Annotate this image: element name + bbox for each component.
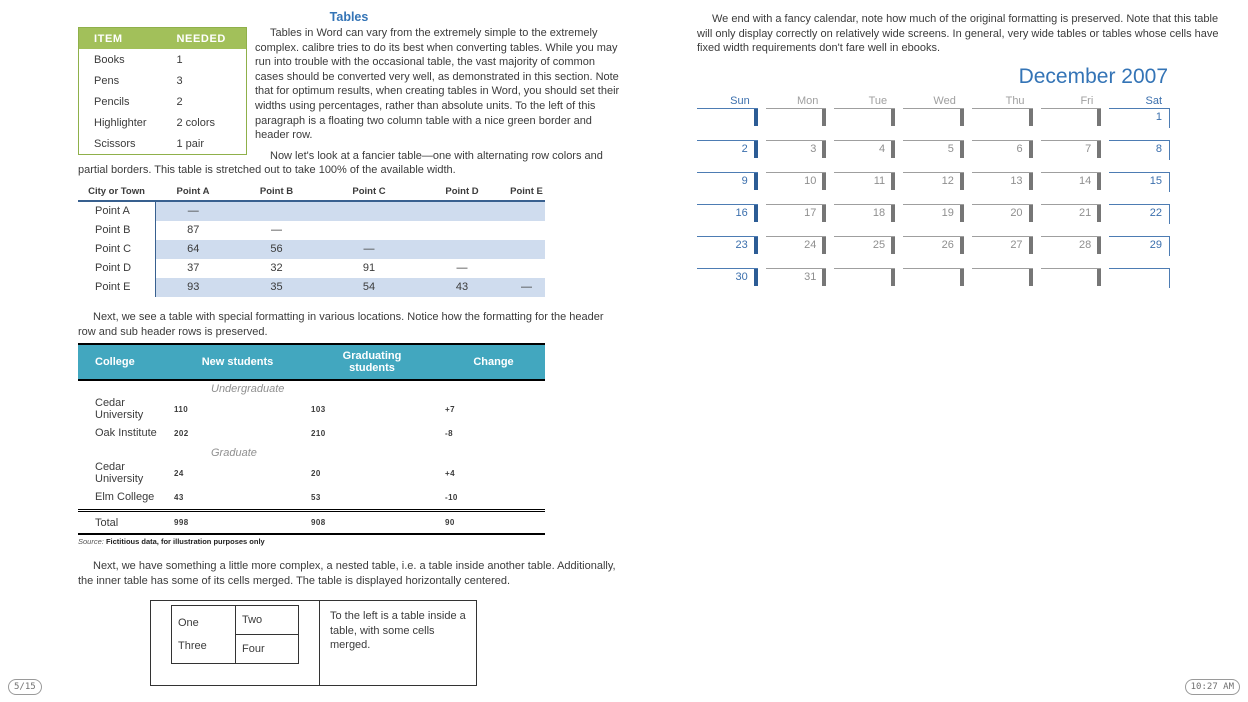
paragraph-special-formatting: Next, we see a table with special formatting in various locations. Notice how the formatting for the header row and sub header rows is preserved.	[78, 310, 604, 338]
column-header: City or Town	[78, 184, 155, 201]
day-header: Sun	[730, 94, 750, 107]
calendar-day-cell	[1041, 108, 1102, 140]
table-cell	[322, 221, 416, 240]
table-cell: Cedar University	[95, 461, 144, 486]
distance-table	[78, 184, 545, 297]
calendar-day-cell	[766, 108, 827, 140]
column-header: NEEDED	[169, 28, 247, 50]
calendar-grid	[697, 95, 1170, 300]
section-label: Undergraduate	[211, 383, 285, 396]
calendar-day-cell: 16	[697, 204, 758, 236]
table-row	[151, 601, 477, 686]
table-cell: Books	[94, 53, 125, 66]
nested-outer-table	[150, 600, 477, 686]
table-cell: Point E	[78, 278, 155, 297]
table-row	[78, 421, 545, 445]
table-cell: 35	[231, 278, 322, 297]
table-cell: 998	[173, 511, 302, 535]
column-header: Point E	[508, 184, 545, 201]
table-cell: Three	[178, 640, 207, 653]
calendar-day-cell	[697, 108, 758, 140]
table-cell: 54	[322, 278, 416, 297]
calendar-day-cell: 2	[697, 140, 758, 172]
calendar-day-cell: 3	[766, 140, 827, 172]
calendar-day-cell: 21	[1041, 204, 1102, 236]
table-cell: 24	[174, 468, 184, 478]
table-cell: —	[456, 262, 468, 275]
paragraph-calendar-intro: We end with a fancy calendar, note how much of the original formatting is preserved. Note that this table will only display correctly on relatively wide screens. In general, very wide tables or tables whose cells have fixed width requirements don't fare well in ebooks.	[697, 13, 1219, 55]
table-cell: Total	[78, 511, 173, 535]
outer-left-cell	[151, 601, 320, 686]
table-cell	[231, 201, 322, 221]
page-indicator[interactable]: 5/15	[8, 679, 42, 695]
calendar-day-cell: 25	[834, 236, 895, 268]
calendar-day-cell: 14	[1041, 172, 1102, 204]
table-cell: 90	[442, 511, 545, 535]
table-row	[78, 240, 545, 259]
merged-cell	[172, 606, 236, 664]
table-cell: 1	[176, 53, 183, 66]
calendar-day-cell: 10	[766, 172, 827, 204]
calendar-day-cell: 19	[903, 204, 964, 236]
paragraph-tables-intro: Tables in Word can vary from the extremely simple to the extremely complex. calibre tries to do its best when converting tables. While you may run into trouble with the occasional table, the vast majority of common cases should be converted very well, as demonstrated in this section. Note that for optimum results, when creating tables in Word, you should set their widths using percentages, rather than absolute units. To the left of this paragraph is a floating two column table with a nice green border and header row.	[255, 27, 620, 142]
table-cell: 32	[270, 262, 283, 275]
calendar-day-cell: 29	[1109, 236, 1170, 268]
table-cell: -10	[445, 492, 458, 502]
calendar-day-cell: 17	[766, 204, 827, 236]
table-cell: 56	[231, 240, 322, 259]
calendar-day-cell: 13	[972, 172, 1033, 204]
table-cell: —	[271, 224, 282, 237]
calendar-day-cell	[1041, 268, 1102, 300]
table-row	[78, 278, 545, 297]
table-cell: Two	[236, 606, 299, 635]
nested-table-caption: To the left is a table inside a table, with some cells merged.	[330, 610, 466, 652]
table-cell: —	[155, 201, 231, 221]
calendar-day-cell: 20	[972, 204, 1033, 236]
nested-inner-table	[171, 605, 299, 664]
calendar-day-cell: 24	[766, 236, 827, 268]
calendar-day-cell: 28	[1041, 236, 1102, 268]
table-cell: -8	[445, 428, 453, 438]
calendar-day-cell: 7	[1041, 140, 1102, 172]
table-cell: Point A	[78, 201, 155, 221]
table-cell	[322, 201, 416, 221]
section-header-row	[78, 380, 545, 397]
table-cell: 2 colors	[176, 116, 216, 129]
table-cell: 2	[176, 95, 183, 108]
table-row	[79, 49, 247, 70]
table-cell: Cedar University	[95, 397, 144, 422]
calendar-day-cell: 31	[766, 268, 827, 300]
page-title: Tables	[329, 10, 369, 24]
day-header: Fri	[1080, 94, 1094, 107]
table-cell: Point B	[78, 221, 155, 240]
table-cell: Point D	[78, 259, 155, 278]
supplies-table	[78, 27, 247, 155]
calendar-day-cell: 30	[697, 268, 758, 300]
table-row	[78, 201, 545, 221]
calendar-day-cell: 27	[972, 236, 1033, 268]
table-cell: 908	[302, 511, 442, 535]
column-header: College	[78, 344, 173, 380]
calendar-day-cell: 11	[834, 172, 895, 204]
calendar-day-cell: 23	[697, 236, 758, 268]
table-cell	[416, 240, 508, 259]
calendar-day-cell	[834, 268, 895, 300]
table-cell	[78, 380, 173, 397]
college-table	[78, 343, 545, 535]
table-cell: 43	[416, 278, 508, 297]
calendar-day-cell: 18	[834, 204, 895, 236]
calendar	[697, 65, 1170, 300]
table-cell: 87	[187, 224, 200, 237]
table-cell	[416, 221, 508, 240]
table-cell	[416, 201, 508, 221]
section-header-row	[78, 445, 545, 461]
calendar-day-cell	[972, 108, 1033, 140]
table-row	[79, 70, 247, 91]
paragraph-nested-table: Next, we have something a little more complex, a nested table, i.e. a table inside another table. Additionally, the inner table has some of its cells merged. The table is displayed horizontally centered.	[78, 560, 616, 587]
table-cell: Pencils	[94, 95, 130, 108]
table-row	[79, 91, 247, 112]
calendar-title: December 2007	[1018, 64, 1168, 88]
calendar-day-cell: 1	[1109, 108, 1170, 140]
source-label: Source:	[78, 537, 104, 547]
column-header: Point C	[322, 184, 416, 201]
table-cell: 43	[174, 492, 184, 502]
day-header: Mon	[797, 94, 819, 107]
calendar-day-cell: 15	[1109, 172, 1170, 204]
column-header: Point A	[155, 184, 231, 201]
column-header: Change	[442, 344, 545, 380]
table-row	[78, 259, 545, 278]
paragraph-fancier-table: Now let's look at a fancier table—one with alternating row colors and partial borders. This table is stretched out to take 100% of the available width.	[78, 149, 603, 177]
calendar-day-cell	[903, 108, 964, 140]
column-header-text: Graduating students	[342, 349, 402, 375]
table-cell: 103	[311, 404, 326, 414]
table-cell: 210	[311, 428, 326, 438]
table-cell: Pens	[94, 74, 120, 87]
calendar-day-cell: 6	[972, 140, 1033, 172]
table-source-note	[78, 537, 620, 546]
table-cell: Oak Institute	[95, 427, 157, 440]
table-row	[78, 461, 545, 485]
calendar-day-cell	[1109, 268, 1170, 300]
table-cell: Point C	[78, 240, 155, 259]
table-cell: —	[322, 240, 416, 259]
section-label: Graduate	[211, 447, 257, 460]
table-cell: 20	[311, 468, 321, 478]
left-book-page	[78, 8, 620, 686]
table-cell: 110	[174, 404, 189, 414]
total-row	[78, 511, 545, 535]
table-cell: Four	[242, 643, 265, 656]
table-cell: Elm College	[95, 491, 155, 504]
table-cell: 53	[311, 492, 321, 502]
table-cell: Highlighter	[94, 116, 147, 129]
table-cell: 91	[362, 262, 376, 275]
table-cell: One	[178, 617, 199, 630]
table-cell: Scissors	[94, 137, 136, 150]
calendar-day-cell: 4	[834, 140, 895, 172]
table-cell: —	[508, 278, 545, 297]
table-cell	[508, 201, 545, 221]
table-row	[79, 28, 247, 50]
table-row	[78, 397, 545, 421]
calendar-day-cell: 26	[903, 236, 964, 268]
calendar-day-cell: 5	[903, 140, 964, 172]
table-cell: 1 pair	[176, 137, 205, 150]
table-cell	[508, 221, 545, 240]
table-cell: 64	[155, 240, 231, 259]
clock-indicator: 10:27 AM	[1185, 679, 1240, 695]
table-row	[172, 606, 299, 635]
calendar-day-cell: 22	[1109, 204, 1170, 236]
table-cell: 202	[174, 428, 189, 438]
table-cell: 37	[187, 262, 200, 275]
table-cell: 3	[176, 74, 183, 87]
table-row	[79, 112, 247, 133]
calendar-day-cell: 9	[697, 172, 758, 204]
column-header: Point B	[231, 184, 322, 201]
calendar-day-cell	[834, 108, 895, 140]
calendar-day-cell	[903, 268, 964, 300]
table-cell	[508, 240, 545, 259]
source-text: Fictitious data, for illustration purposes only	[105, 537, 265, 547]
column-header: ITEM	[79, 28, 169, 50]
calendar-day-cell: 8	[1109, 140, 1170, 172]
day-header: Thu	[1005, 94, 1025, 107]
column-header	[302, 344, 442, 380]
table-cell	[78, 445, 173, 461]
column-header: Point D	[416, 184, 508, 201]
table-row	[78, 344, 545, 380]
table-cell: +4	[445, 468, 455, 478]
table-cell: +7	[445, 404, 455, 414]
table-row	[78, 221, 545, 240]
day-header: Sat	[1145, 94, 1162, 107]
day-header: Wed	[933, 94, 956, 107]
calendar-day-cell	[972, 268, 1033, 300]
table-row	[78, 184, 545, 201]
calendar-day-cell: 12	[903, 172, 964, 204]
right-book-page	[697, 12, 1234, 300]
column-header: New students	[173, 344, 302, 380]
table-cell	[508, 259, 545, 278]
day-header: Tue	[868, 94, 888, 107]
table-row	[78, 485, 545, 511]
table-row	[79, 133, 247, 155]
table-cell: 93	[155, 278, 231, 297]
